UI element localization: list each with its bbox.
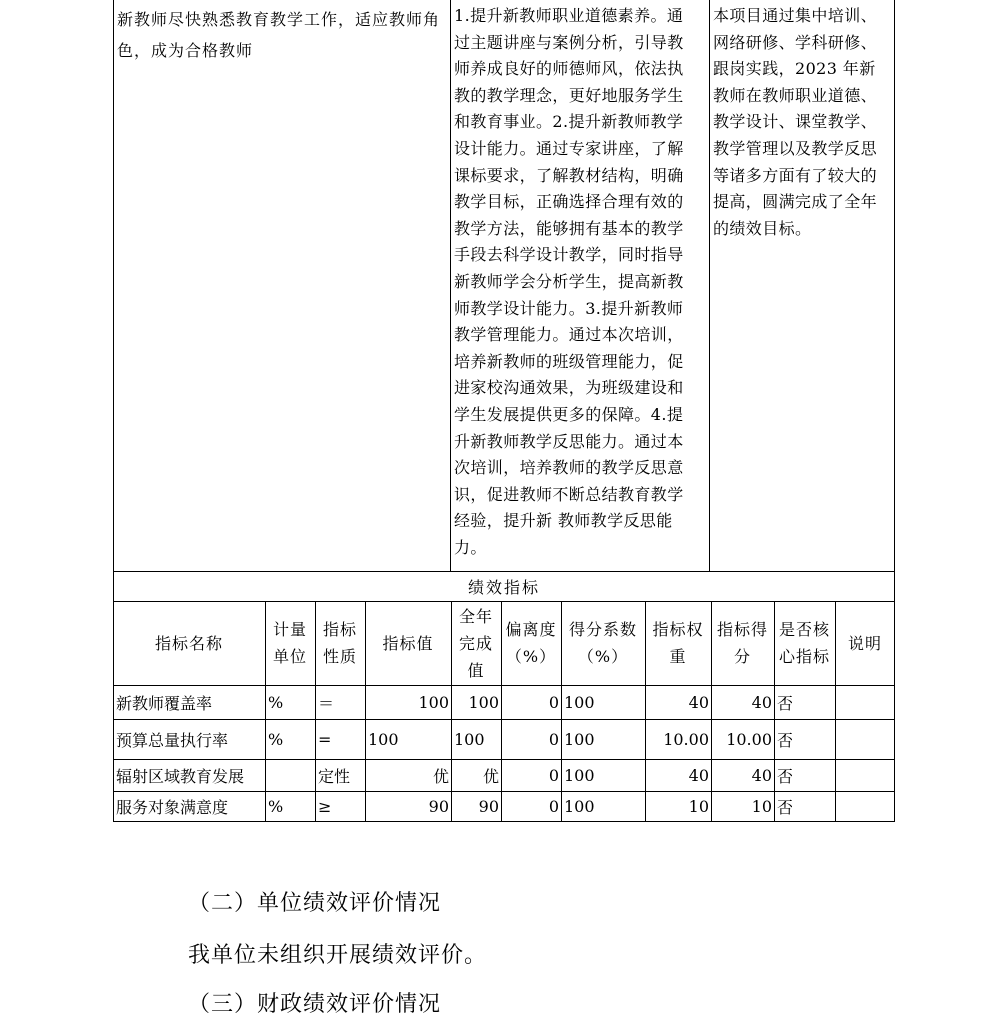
content-line: 师养成良好的师德师风，依法执 <box>454 59 684 79</box>
header-deviation-line: （%） <box>505 647 557 666</box>
row-note <box>835 686 895 719</box>
row-unit: % <box>268 797 284 816</box>
row-value: 100 <box>418 693 449 712</box>
row-note <box>835 760 895 791</box>
result-line: 教学管理以及教学反思 <box>713 138 878 158</box>
header-coef <box>561 601 645 685</box>
header-coef-line: （%） <box>577 647 629 666</box>
content-line: 学生发展提供更多的保障。4.提 <box>454 404 684 424</box>
result-line: 教师在教师职业道德、 <box>713 85 878 105</box>
row-weight: 40 <box>688 693 709 712</box>
header-deviation <box>501 601 561 685</box>
content-line: 进家校沟通效果，为班级建设和 <box>454 378 684 398</box>
row-value: 100 <box>368 730 399 749</box>
row-coef: 100 <box>564 730 595 749</box>
row-score: 10 <box>751 797 772 816</box>
content-line: 过主题讲座与案例分析，引导教 <box>454 32 684 52</box>
content-line: 新教师学会分析学生，提高新教 <box>454 271 684 291</box>
goal-text: 新教师尽快熟悉教育教学工作，适应教师角色，成为合格教师 <box>117 10 441 60</box>
row-unit: % <box>268 730 284 749</box>
result-line: 网络研修、学科研修、 <box>713 32 878 52</box>
row-core: 否 <box>777 798 794 817</box>
row-coef: 100 <box>564 766 595 785</box>
row-actual: 100 <box>454 730 485 749</box>
row-unit: % <box>268 693 284 712</box>
row-unit <box>265 760 315 791</box>
header-core-line: 心指标 <box>778 647 830 666</box>
row-weight: 40 <box>688 766 709 785</box>
result-line: 跟岗实践，2023 年新 <box>713 59 876 79</box>
content-line: 识，促进教师不断总结教育教学 <box>454 484 684 504</box>
header-score <box>711 601 774 685</box>
row-name: 预算总量执行率 <box>116 731 229 750</box>
row-core: 否 <box>777 767 794 786</box>
header-name: 指标名称 <box>154 633 223 653</box>
paragraph-unit-evaluation: 我单位未组织开展绩效评价。 <box>188 943 488 968</box>
result-line: 的绩效目标。 <box>713 218 812 238</box>
row-coef: 100 <box>564 693 595 712</box>
header-score-line: 指标得 <box>716 620 768 639</box>
header-nature-line: 指标 <box>322 620 357 639</box>
content-line: 教学管理能力。通过本次培训， <box>454 325 684 345</box>
row-weight: 10 <box>688 797 709 816</box>
row-note <box>835 720 895 759</box>
row-deviation: 0 <box>548 693 559 712</box>
content-line: 升新教师教学反思能力。通过本 <box>454 431 684 451</box>
row-nature: ＝ <box>318 694 335 713</box>
header-score-line: 分 <box>733 647 751 666</box>
row-core: 否 <box>777 731 794 750</box>
header-unit-line: 单位 <box>272 647 307 666</box>
header-core-line: 是否核 <box>778 620 830 639</box>
result-line: 教学设计、课堂教学、 <box>713 112 878 132</box>
header-unit-line: 计量 <box>272 620 307 639</box>
row-score: 40 <box>751 693 772 712</box>
header-weight-line: 重 <box>669 647 687 666</box>
content-line: 次培训，培养教师的教学反思意 <box>454 458 684 478</box>
header-nature <box>315 601 365 685</box>
row-nature: = <box>318 730 332 749</box>
row-deviation: 0 <box>548 797 559 816</box>
row-weight: 10.00 <box>663 730 709 749</box>
row-deviation: 0 <box>548 730 559 749</box>
content-line: 设计能力。通过专家讲座，了解 <box>454 138 684 158</box>
row-value: 90 <box>428 797 449 816</box>
row-name: 新教师覆盖率 <box>116 694 213 713</box>
row-score: 40 <box>751 766 772 785</box>
header-nature-line: 性质 <box>322 647 357 666</box>
header-weight-line: 指标权 <box>652 620 704 639</box>
content-line: 教的教学理念，更好地服务学生 <box>454 85 684 105</box>
result-line: 提高，圆满完成了全年 <box>713 192 878 212</box>
content-line: 手段去科学设计教学，同时指导 <box>454 245 684 265</box>
header-weight <box>645 601 711 685</box>
header-actual-line: 值 <box>467 660 485 680</box>
row-note <box>835 792 895 821</box>
header-value: 指标值 <box>382 633 434 653</box>
content-line: 教学目标，正确选择合理有效的 <box>454 192 684 212</box>
section-title: 绩效指标 <box>467 577 540 597</box>
header-actual-line: 完成 <box>458 633 493 653</box>
header-coef-line: 得分系数 <box>568 620 637 639</box>
header-unit <box>265 601 315 685</box>
content-line: 培养新教师的班级管理能力，促 <box>454 351 684 371</box>
row-nature: 定性 <box>318 767 351 786</box>
header-actual <box>451 601 501 685</box>
content-line: 经验，提升新 教师教学反思能 <box>454 511 673 531</box>
row-actual: 100 <box>468 693 499 712</box>
divider <box>709 0 710 571</box>
heading-finance-evaluation: （三）财政绩效评价情况 <box>188 992 442 1017</box>
content-line: 力。 <box>454 537 487 557</box>
row-nature: ≥ <box>318 797 332 816</box>
row-name: 服务对象满意度 <box>116 798 229 817</box>
content-line: 1.提升新教师职业道德素养。通 <box>454 6 684 25</box>
heading-unit-evaluation: （二）单位绩效评价情况 <box>188 891 442 916</box>
header-actual-line: 全年 <box>458 606 493 626</box>
result-line: 本项目通过集中培训、 <box>713 6 878 25</box>
header-deviation-line: 偏离度 <box>505 620 557 639</box>
row-actual: 优 <box>482 767 499 786</box>
row-score: 10.00 <box>726 730 772 749</box>
header-core <box>774 601 835 685</box>
row-core: 否 <box>777 694 794 713</box>
divider <box>450 0 451 571</box>
row-deviation: 0 <box>548 766 559 785</box>
content-line: 教学方法，能够拥有基本的教学 <box>454 218 684 238</box>
result-text <box>713 3 895 242</box>
row-coef: 100 <box>564 797 595 816</box>
header-note: 说明 <box>847 633 882 653</box>
content-line: 师教学设计能力。3.提升新教师 <box>454 298 684 318</box>
row-name: 辐射区域教育发展 <box>116 767 245 786</box>
row-value: 优 <box>432 767 449 786</box>
content-text <box>454 3 708 561</box>
content-line: 课标要求，了解教材结构，明确 <box>454 165 684 185</box>
content-line: 和教育事业。2.提升新教师教学 <box>454 112 684 132</box>
row-actual: 90 <box>478 797 499 816</box>
result-line: 等诸多方面有了较大的 <box>713 165 878 185</box>
